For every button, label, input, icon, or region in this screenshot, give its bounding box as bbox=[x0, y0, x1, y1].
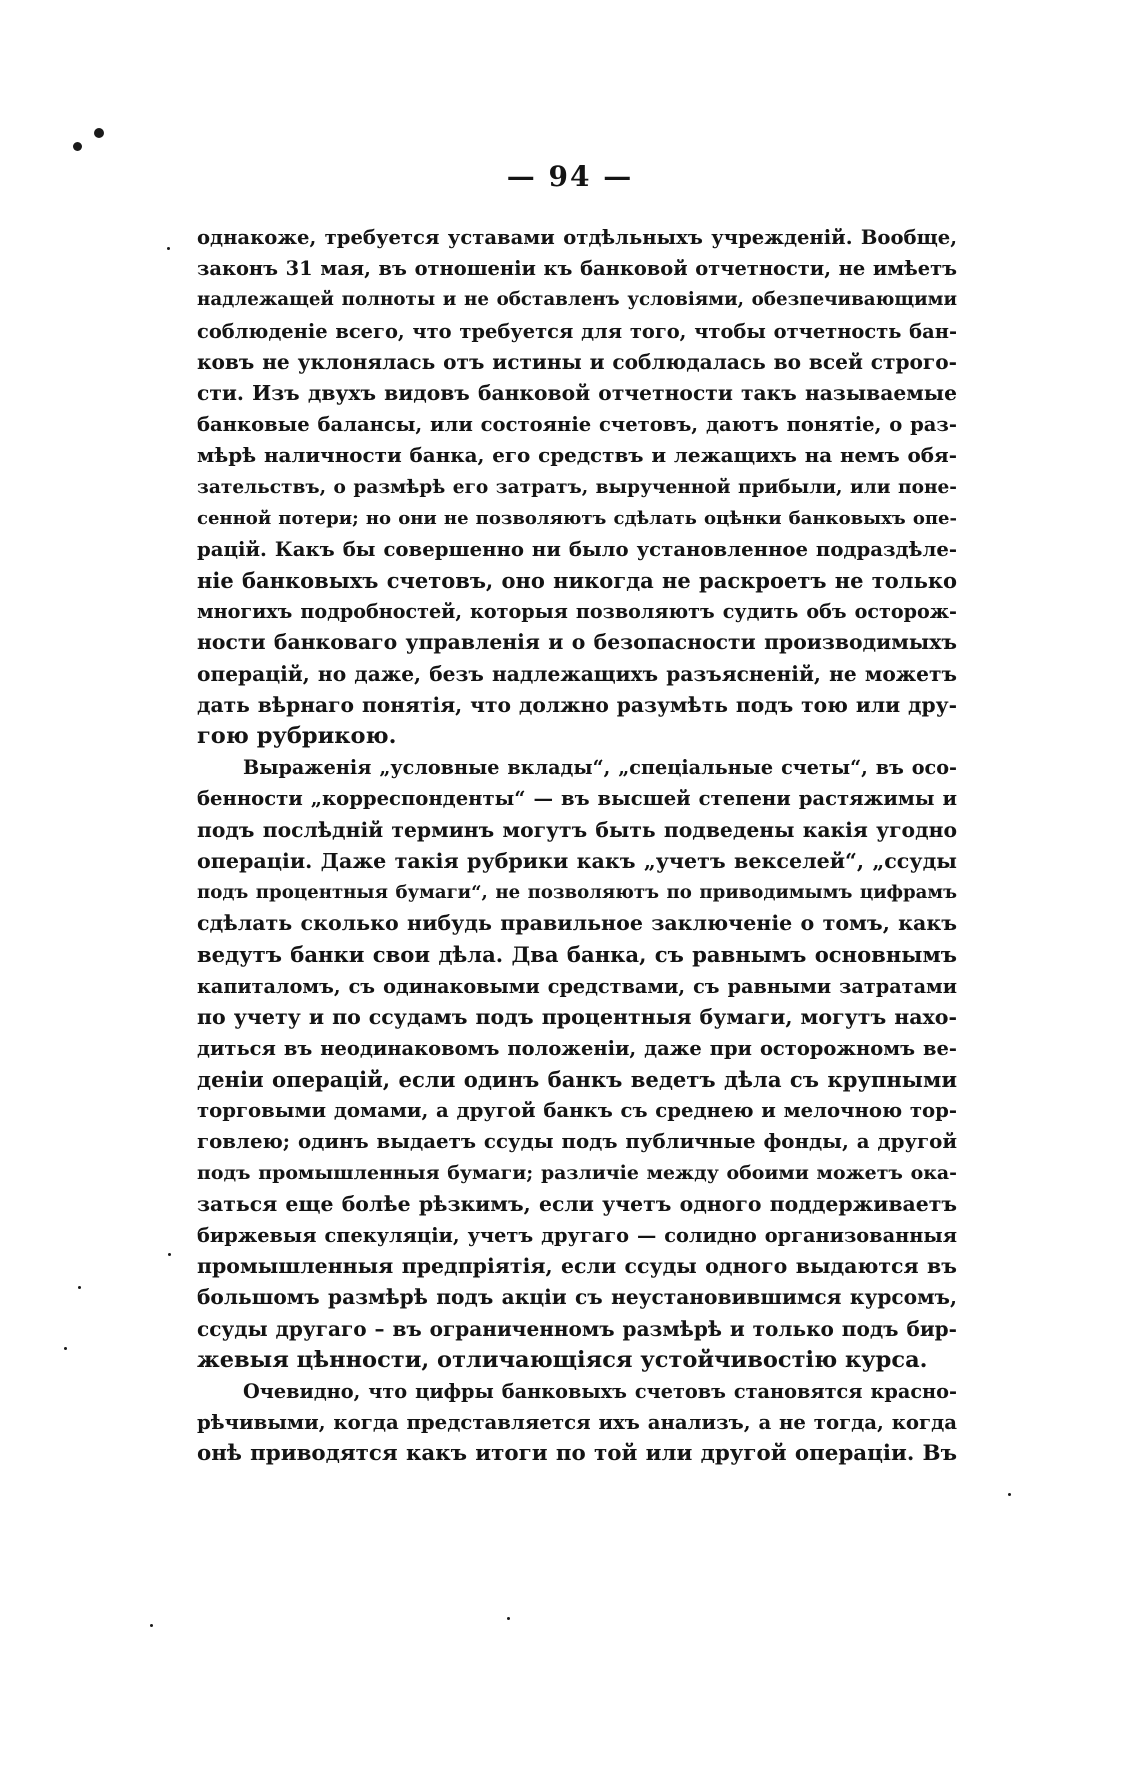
text-line: по учету и по ссудамъ подъ процентныя бумаги, могутъ нахо- bbox=[197, 1004, 957, 1029]
text-line: банковые балансы, или состояніе счетовъ, даютъ понятіе, о раз- bbox=[197, 413, 957, 437]
body-text bbox=[197, 222, 957, 1470]
text-line: Очевидно, что цифры банковыхъ счетовъ становятся красно- bbox=[243, 1379, 957, 1403]
text-line: большомъ размѣрѣ подъ акціи съ неустановившимся курсомъ, bbox=[197, 1285, 957, 1310]
text-line: сти. Изъ двухъ видовъ банковой отчетности такъ называемые bbox=[197, 380, 957, 405]
text-line: капиталомъ, съ одинаковыми средствами, съ равными затратами bbox=[197, 974, 957, 998]
scan-speck bbox=[73, 142, 82, 151]
text-line: подъ процентныя бумаги“, не позволяютъ по приводимымъ цифрамъ bbox=[197, 881, 957, 903]
page-number: — 94 — bbox=[506, 160, 634, 193]
text-line: онѣ приводятся какъ итоги по той или другой операціи. Въ bbox=[197, 1441, 957, 1467]
text-line: биржевыя спекуляціи, учетъ другаго — солидно организованныя bbox=[197, 1224, 957, 1247]
text-line: дать вѣрнаго понятія, что должно разумѣть подъ тою или дру- bbox=[197, 692, 957, 717]
text-line: соблюденіе всего, что требуется для того, чтобы отчетность бан- bbox=[197, 319, 957, 343]
scan-speck bbox=[94, 128, 104, 138]
text-line: торговыми домами, а другой банкъ съ среднею и мелочною тор- bbox=[197, 1099, 957, 1123]
text-line: гою рубрикою. bbox=[197, 723, 397, 749]
text-line: ковъ не уклонялась отъ истины и соблюдалась во всей строго- bbox=[197, 349, 957, 374]
text-line: бенности „корреспонденты“ — въ высшей степени растяжимы и bbox=[197, 787, 957, 811]
text-line: рѣчивыми, когда представляется ихъ анализъ, а не тогда, когда bbox=[197, 1411, 957, 1435]
scan-speck bbox=[64, 1347, 67, 1350]
text-line: операціи. Даже такія рубрики какъ „учетъ векселей“, „ссуды bbox=[197, 848, 957, 873]
scan-speck bbox=[1008, 1493, 1011, 1496]
text-line: заться еще болѣе рѣзкимъ, если учетъ одного поддерживаетъ bbox=[197, 1191, 957, 1216]
text-line: жевыя цѣнности, отличающіяся устойчивостію курса. bbox=[197, 1346, 928, 1373]
text-line: ности банковаго управленія и о безопасности производимыхъ bbox=[197, 630, 957, 655]
text-line: сдѣлать сколько нибудь правильное заключеніе о томъ, какъ bbox=[197, 911, 957, 936]
text-line: деніи операцій, если одинъ банкъ ведетъ дѣла съ крупными bbox=[197, 1067, 957, 1093]
text-line: мѣрѣ наличности банка, его средствъ и лежащихъ на немъ обя- bbox=[197, 443, 957, 468]
text-line: ссуды другаго – въ ограниченномъ размѣрѣ и только подъ бир- bbox=[197, 1316, 957, 1341]
text-line: сенной потери; но они не позволяютъ сдѣлать оцѣнки банковыхъ опе- bbox=[197, 507, 957, 529]
scan-speck bbox=[78, 1286, 81, 1289]
text-line: Выраженія „условные вклады“, „спеціальные счеты“, въ осо- bbox=[243, 756, 957, 780]
text-line: подъ промышленныя бумаги; различіе между обоими можетъ ока- bbox=[197, 1161, 957, 1184]
text-line: говлею; одинъ выдаетъ ссуды подъ публичные фонды, а другой bbox=[197, 1129, 957, 1154]
text-line: зательствъ, о размѣрѣ его затратъ, вырученной прибыли, или поне- bbox=[197, 476, 957, 498]
text-line: ведутъ банки свои дѣла. Два банка, съ равнымъ основнымъ bbox=[197, 942, 957, 968]
text-line: надлежащей полноты и не обставленъ условіями, обезпечивающими bbox=[197, 289, 957, 311]
text-line: ніе банковыхъ счетовъ, оно никогда не раскроетъ не только bbox=[197, 568, 957, 594]
text-line: многихъ подробностей, которыя позволяютъ судить объ осторож- bbox=[197, 600, 957, 624]
text-line: рацій. Какъ бы совершенно ни было установленное подраздѣле- bbox=[197, 537, 957, 561]
text-line: операцій, но даже, безъ надлежащихъ разъясненій, не можетъ bbox=[197, 661, 957, 686]
text-line: диться въ неодинаковомъ положеніи, даже при осторожномъ ве- bbox=[197, 1036, 957, 1060]
scan-speck bbox=[150, 1624, 153, 1627]
text-line: промышленныя предпріятія, если ссуды одного выдаются въ bbox=[197, 1254, 957, 1279]
text-line: законъ 31 мая, въ отношеніи къ банковой отчетности, не имѣетъ bbox=[197, 257, 957, 281]
scan-speck bbox=[507, 1617, 510, 1620]
text-line: однакоже, требуется уставами отдѣльныхъ учрежденій. Вообще, bbox=[197, 226, 957, 249]
text-line: подъ послѣдній терминъ могутъ быть подведены какія угодно bbox=[197, 817, 957, 842]
scan-speck bbox=[168, 1253, 171, 1256]
scan-speck bbox=[167, 247, 170, 250]
